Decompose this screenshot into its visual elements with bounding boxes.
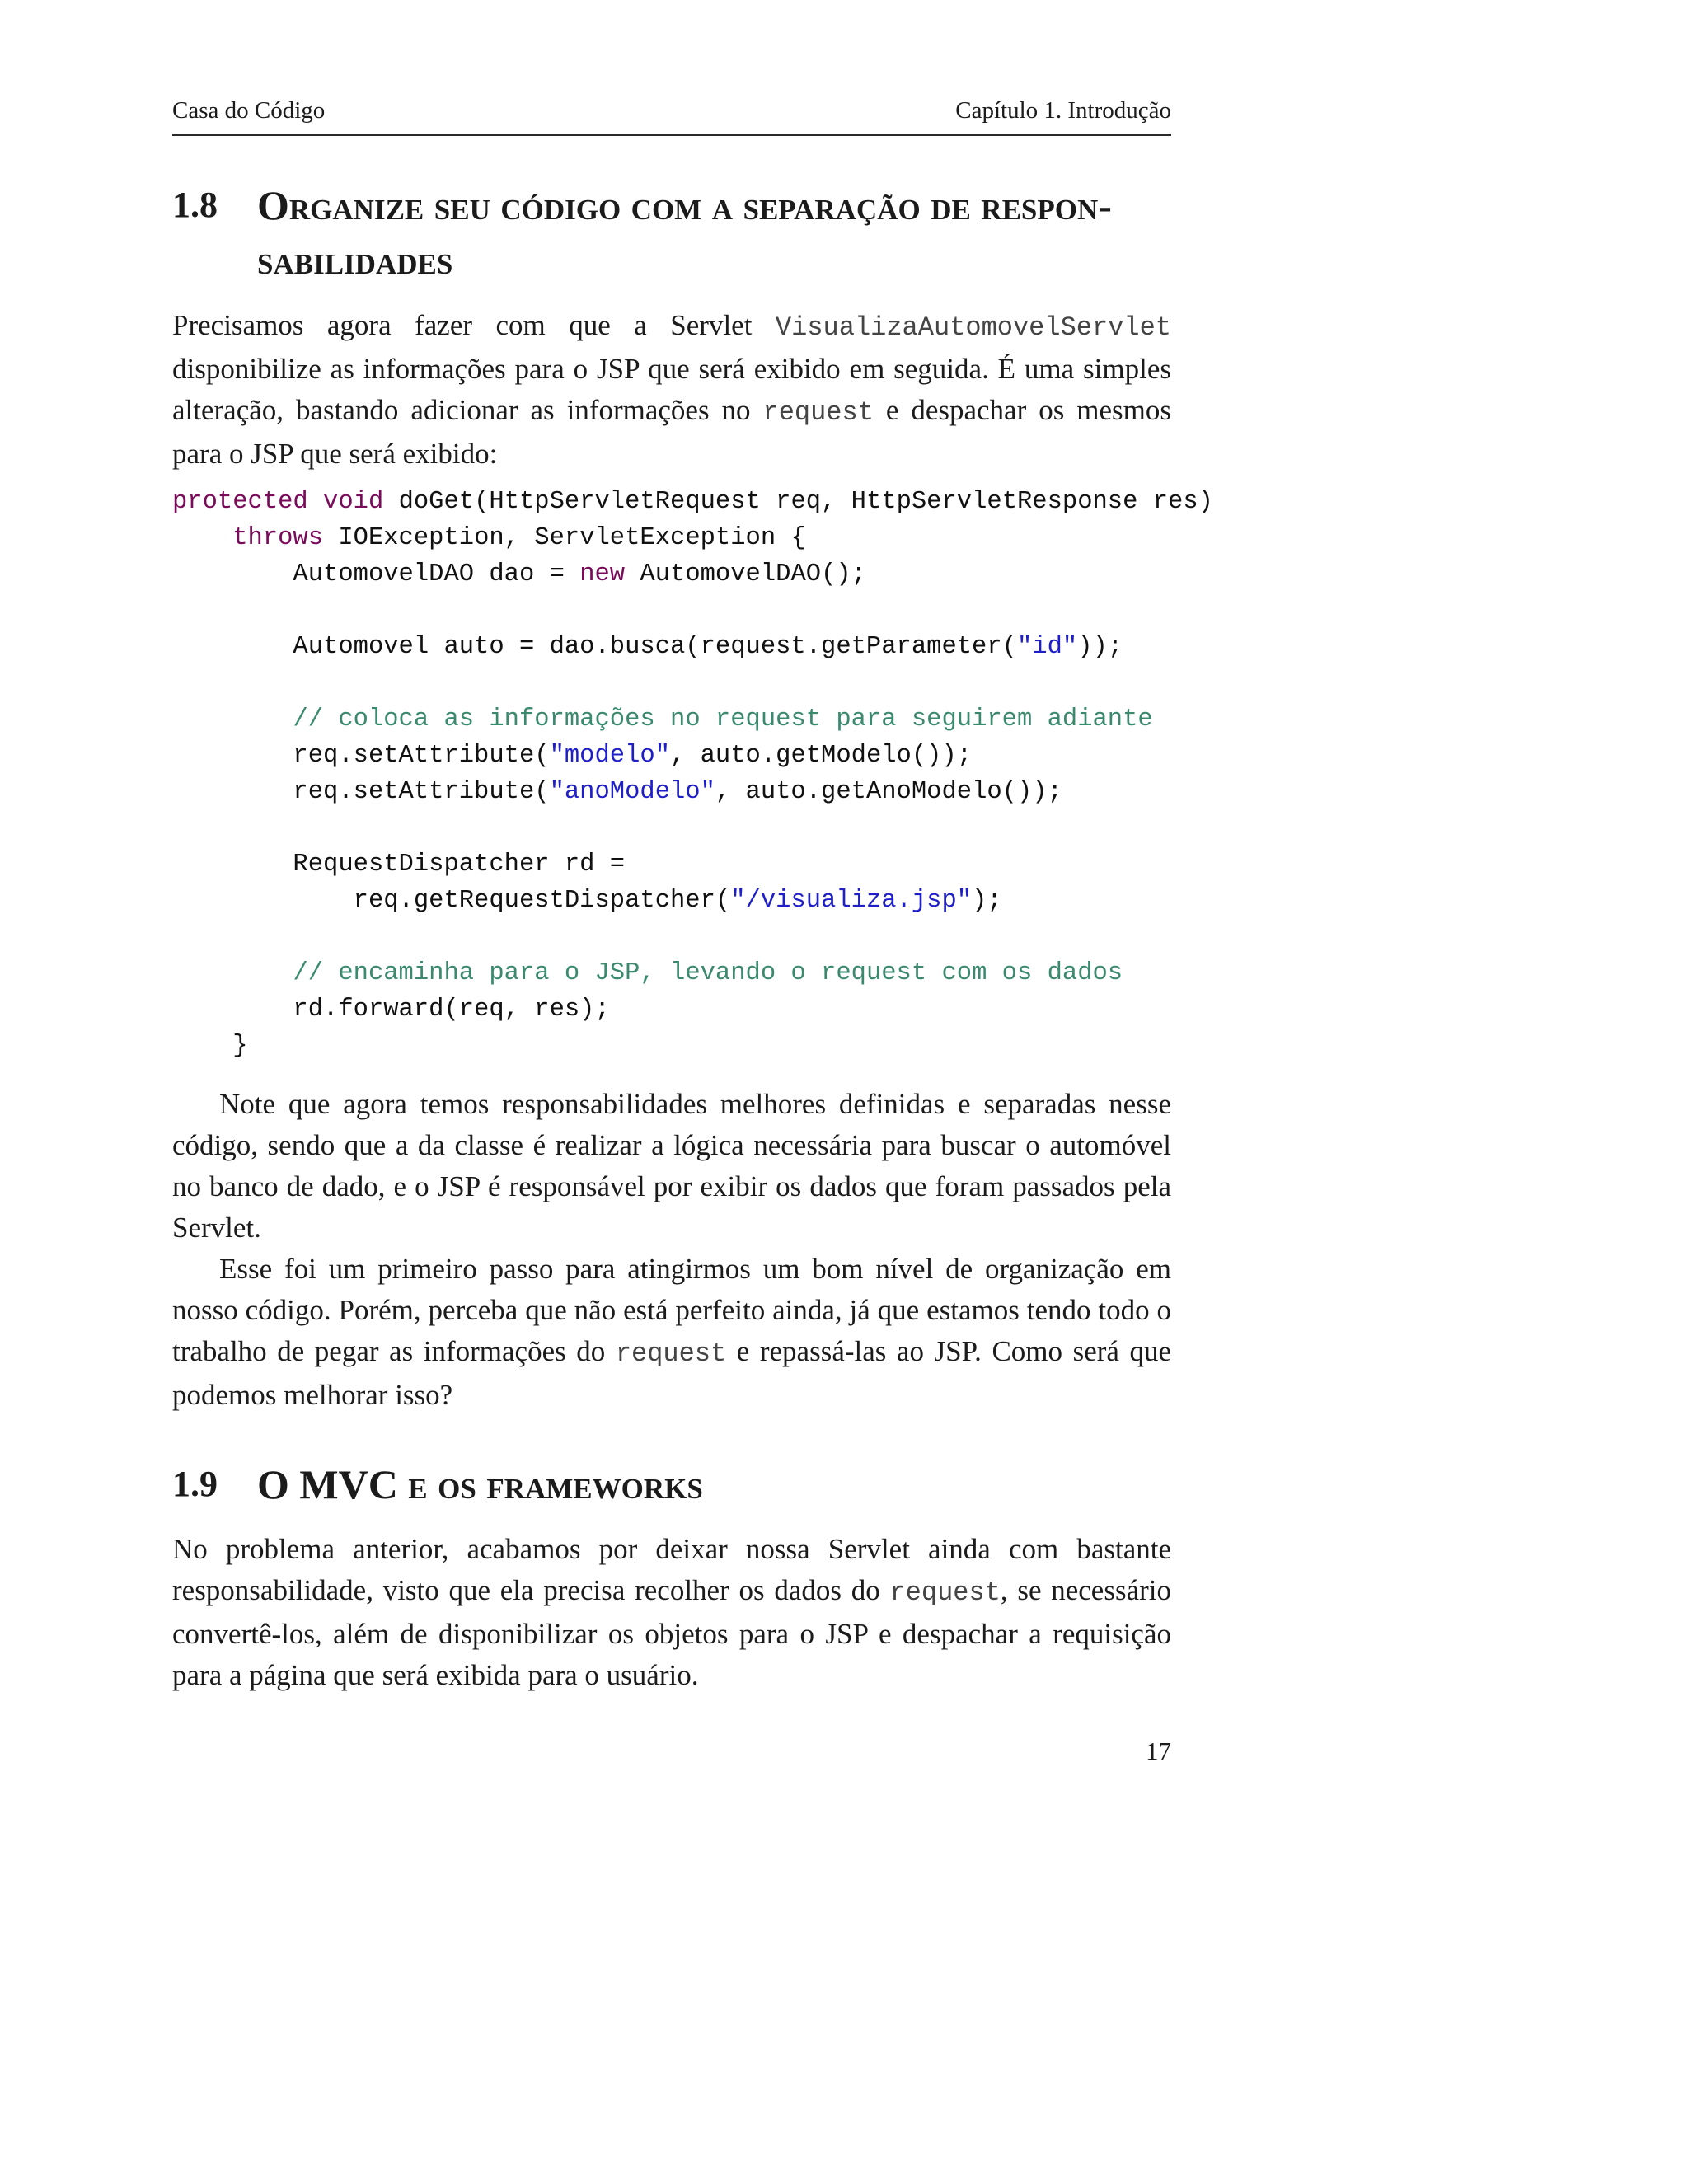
- code-line: [172, 629, 1186, 665]
- paragraph-responsibilities: Note que agora temos responsabilidades melhores definidas e separadas nesse código, sendo que a da classe é realizar a lógica necessária para buscar o automóvel no banco de dado, e o JSP é responsável por exibir os dados que foram passados pela Servlet.: [172, 1088, 1171, 1244]
- code-text: req.setAttribute(: [172, 742, 550, 770]
- code-comment: // coloca as informações no request para seguirem adiante: [293, 705, 1153, 733]
- paragraph-text: No problema anterior, acabamos por deixar nossa Servlet ainda com bastante responsabilidade, visto que ela precisa recolher os dados do: [172, 1533, 1171, 1606]
- section-number: 1.9: [172, 1464, 218, 1504]
- code-string: "id": [1016, 633, 1078, 661]
- paragraph-text: Precisamos agora fazer com que a Servlet: [172, 309, 776, 341]
- code-text: IOException, ServletException {: [323, 524, 806, 552]
- code-text: AutomovelDAO();: [625, 560, 866, 588]
- code-comment: // encaminha para o JSP, levando o request com os dados: [293, 959, 1123, 987]
- code-keyword: new: [579, 560, 626, 588]
- code-line: [172, 774, 1186, 810]
- page-number: 17: [1146, 1736, 1171, 1765]
- code-line: [172, 955, 1186, 991]
- code-blank-line: [172, 665, 1186, 701]
- section-title-line-2: sabilidades: [257, 237, 453, 283]
- code-line: [172, 484, 1213, 520]
- section-title: O MVC e os frameworks: [257, 1461, 703, 1507]
- section-title: [257, 178, 1171, 287]
- inline-code-request: request: [889, 1577, 1001, 1608]
- code-string: "anoModelo": [549, 778, 715, 806]
- book-title: Casa do Código: [172, 97, 326, 124]
- chapter-title: Capítulo 1. Introdução: [955, 97, 1171, 124]
- code-line: [172, 520, 1186, 556]
- running-header: [172, 97, 1171, 136]
- code-line: [172, 883, 1186, 919]
- code-text: AutomovelDAO dao =: [172, 560, 580, 588]
- paragraph-intro: [172, 305, 1171, 475]
- paragraph-first-step: [172, 1249, 1171, 1416]
- code-text: );: [972, 887, 1002, 915]
- code-indent: [172, 959, 293, 987]
- code-string: "modelo": [549, 742, 671, 770]
- paragraph-text: e despachar os mesmos para o JSP que será exibido:: [172, 394, 1171, 470]
- paragraph-mvc-problem: [172, 1529, 1171, 1696]
- code-text: doGet(HttpServletRequest req, HttpServletResponse res): [383, 488, 1213, 516]
- inline-code-request: request: [762, 397, 874, 428]
- code-text: ));: [1077, 633, 1123, 661]
- code-line: [172, 701, 1186, 738]
- code-line: rd.forward(req, res);: [172, 996, 610, 1024]
- code-line: [172, 556, 1186, 593]
- code-text: req.getRequestDispatcher(: [172, 887, 731, 915]
- section-number: 1.8: [172, 185, 218, 225]
- code-string: "/visualiza.jsp": [730, 887, 973, 915]
- paragraph-text: disponibilize as informações para o JSP que será exibido em seguida. É uma simples alteração, bastando adicionar as informações no: [172, 353, 1171, 426]
- code-text: , auto.getAnoModelo());: [715, 778, 1062, 806]
- paragraph-text: e repassá-las ao JSP. Como será que podemos melhorar isso?: [172, 1335, 1171, 1411]
- code-keyword: protected: [172, 488, 308, 516]
- code-text: req.setAttribute(: [172, 778, 550, 806]
- code-keyword: void: [323, 488, 384, 516]
- code-text: Automovel auto = dao.busca(request.getParameter(: [172, 633, 1017, 661]
- code-blank-line: [172, 919, 1186, 955]
- section-title-line-1: Organize seu código com a separação de respon-: [257, 182, 1112, 228]
- code-indent: [172, 705, 293, 733]
- code-listing: [172, 484, 1213, 1064]
- code-blank-line: [172, 810, 1186, 846]
- inline-code-servlet-name: VisualizaAutomovelServlet: [775, 312, 1171, 343]
- code-blank-line: [172, 593, 1186, 629]
- code-line: [172, 738, 1186, 774]
- code-line: }: [172, 1032, 248, 1060]
- code-line: RequestDispatcher rd =: [172, 851, 626, 879]
- code-text: , auto.getModelo());: [670, 742, 973, 770]
- code-keyword: throws: [232, 524, 324, 552]
- paragraph-text: Esse foi um primeiro passo para atingirmos um bom nível de organização em nosso código. Porém, perceba que não está perfeito ainda, já que estamos tendo todo o trabalho de pegar as informações do: [172, 1253, 1171, 1367]
- inline-code-request: request: [615, 1338, 727, 1369]
- paragraph-text: , se necessário convertê-los, além de disponibilizar os objetos para o JSP e despachar a requisição para a página que será exibida para o usuário.: [172, 1574, 1171, 1691]
- code-indent: [172, 524, 232, 552]
